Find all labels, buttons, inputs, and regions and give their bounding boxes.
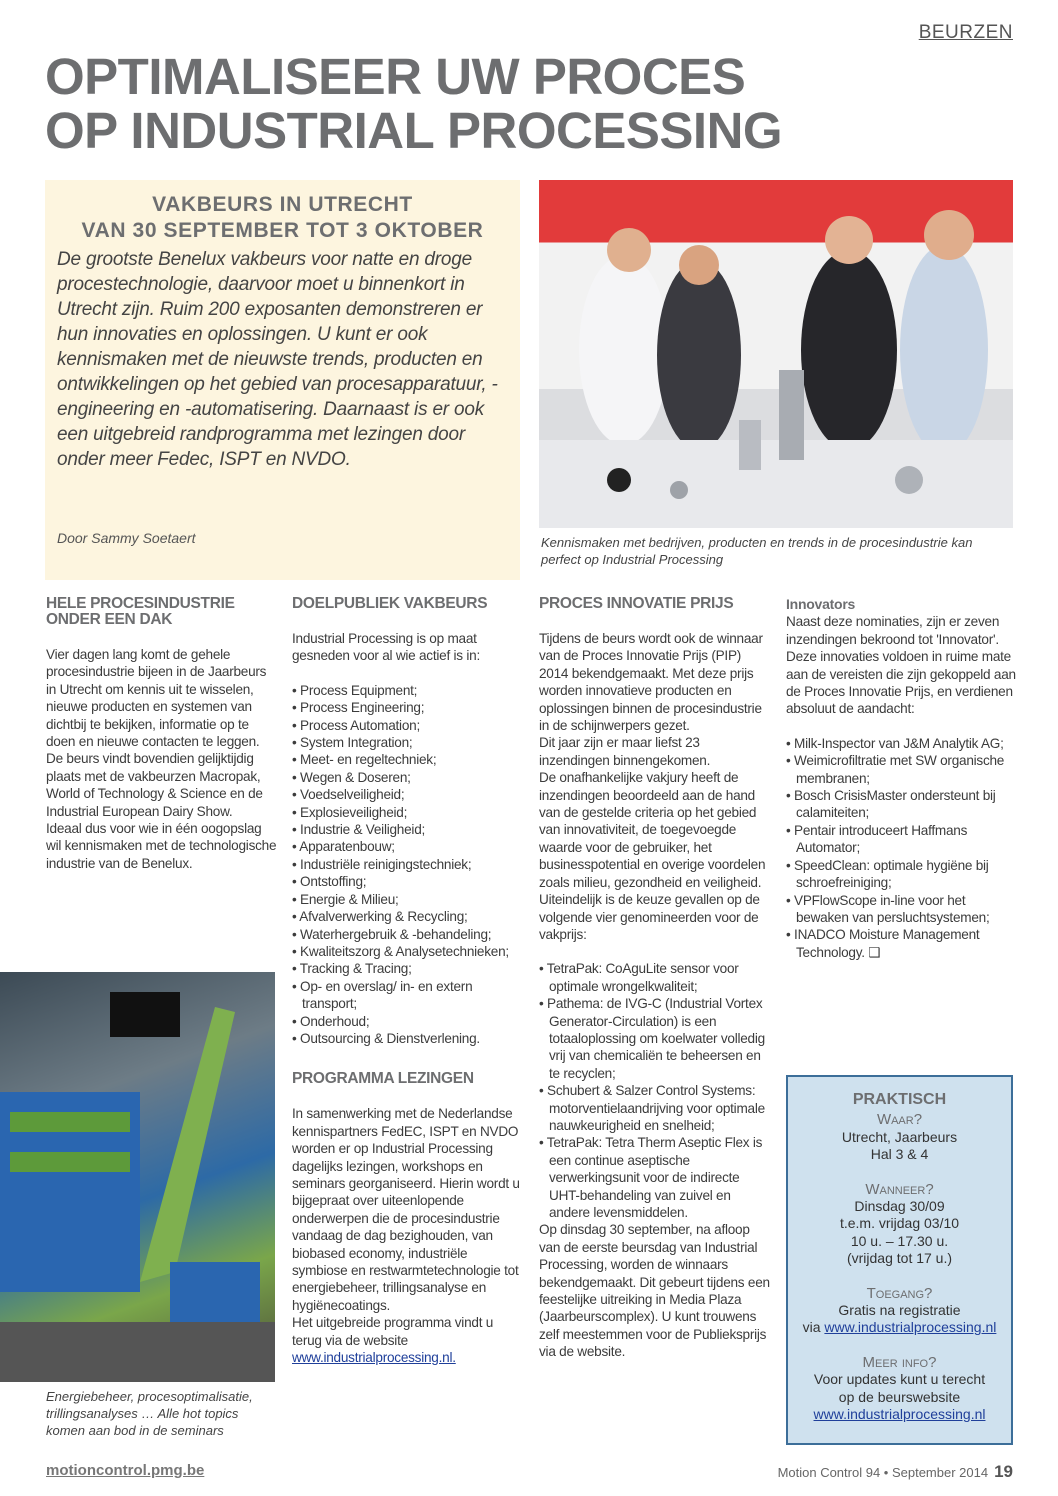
value: Dinsdag 30/09 [854,1198,945,1215]
where-block [788,1111,1011,1163]
list-item: • Milk-Inspector van J&M Analytik AG; [786,735,1018,752]
info-block [788,1354,1011,1424]
label: Wanneer? [865,1180,934,1198]
paragraph: Dit jaar zijn er maar liefst 23 inzendingen binnengekomen. [539,735,711,768]
list-item: • TetraPak: Tetra Therm Aseptic Flex is een continue aseptische verwerkingsunit voor de indirecte UHT-behandeling van zuivel en andere levensmiddelen. [539,1134,771,1221]
issue-info: Motion Control 94 • September 2014 [777,1465,989,1480]
list-item: • Process Equipment; [292,682,524,699]
when-block [788,1181,1011,1268]
paragraph: Op dinsdag 30 september, na afloop van de eerste beursdag van Industrial Processing, worden de winnaars bekendgemaakt. Dit gebeurt tijdens een feestelijke uitreiking in Media Plaza (Jaarbeurscomplex). U kunt trouwens zelf meestemmen voor de Publieksprijs via de website. [539,1222,770,1360]
section-heading: PROCES INNOVATIE PRIJS [539,595,734,612]
author: Door Sammy Soetaert [57,530,196,546]
paragraph: Vier dagen lang komt de gehele procesindustrie bijeen in de Jaarbeurs in Utrecht om kennis uit te wisselen, nieuwe producten en systemen van dichtbij te bekijken, informatie op te doen en nieuwe contacten te leggen. [46,647,267,750]
exhibition-photo [539,180,1013,528]
page-title [45,50,782,158]
people-at-booth-illustration [539,180,1013,528]
column-2 [292,596,524,1366]
access-block [788,1285,1011,1337]
section-heading: HELE PROCESINDUSTRIE ONDER EEN DAK [46,595,235,628]
target-audience-list [292,682,524,1048]
title-line: OPTIMALISEER UW PROCES [45,48,746,105]
value: (vrijdag tot 17 u.) [846,1250,953,1267]
section-heading: DOELPUBLIEK VAKBEURS [292,595,488,612]
paragraph: Ideaal dus voor wie in één oogopslag wil kennismaken met de technologische industrie van de Benelux. [46,821,277,871]
footer-site-link[interactable]: motioncontrol.pmg.be [46,1462,205,1479]
value: Voor updates kunt u terecht [813,1371,986,1388]
box-heading: PRAKTISCH [852,1091,947,1108]
footer-issue [778,1462,1013,1482]
list-item: • Apparatenbouw; [292,838,524,855]
column-1 [46,596,278,872]
list-item: • Schubert & Salzer Control Systems: motorventielaandrijving voor optimale nauwkeurigheid en snelheid; [539,1082,771,1134]
value: op de beurswebsite [838,1388,961,1405]
list-item: • Pentair introduceert Haffmans Automator; [786,822,1018,857]
paragraph: Deze innovaties voldoen in ruime mate aan de vereisten die zijn gekoppeld aan de Proces Innovatie Prijs, en verdienen absoluut de aandacht: [786,649,1016,717]
list-item: • INADCO Moisture Management Technology. ❑ [786,926,1018,961]
conveyor-machine-illustration [0,972,275,1382]
photo-caption: Energiebeheer, procesoptimalisatie, trillingsanalyses … Alle hot topics komen aan bod in de seminars [46,1389,253,1438]
title-line: OP INDUSTRIAL PROCESSING [45,102,783,159]
paragraph: De beurs vindt bovendien gelijktijdig plaats met de vakbeurzen Macropak, World of Technology & Science en de Industrial European Dairy Show. [46,751,263,819]
seminar-machine-photo [0,972,275,1382]
list-item: • Wegen & Doseren; [292,769,524,786]
paragraph: In samenwerking met de Nederlandse kennispartners FedEC, ISPT en NVDO worden er op Industrial Processing dagelijks lezingen, workshops en seminars georganiseerd. Hierin wordt u bijgepraat over uiteenlopende onderwerpen die de procesindustrie vandaag de dag bezighouden, van biobased economy, industriële symbiose en restwarmtetechnologie tot energiebeheer, trillingsanalyse en hygiënecoatings. [292,1106,520,1313]
subheading: Innovators [786,596,856,612]
paragraph: Het uitgebreide programma vindt u terug via de website [292,1315,494,1348]
list-item: • Ontstoffing; [292,873,524,890]
value: t.e.m. vrijdag 03/10 [839,1215,960,1232]
nominees-list [539,960,771,1221]
list-item: • SpeedClean: optimale hygiëne bij schroefreiniging; [786,857,1018,892]
list-item: • Meet- en regeltechniek; [292,751,524,768]
list-item: • Bosch CrisisMaster ondersteunt bij calamiteiten; [786,787,1018,822]
innovators-list [786,735,1018,961]
column-4 [786,596,1018,961]
value: Gratis na registratie [838,1302,961,1319]
list-item: • Weimicrofiltratie met SW organische membranen; [786,752,1018,787]
page-number: 19 [994,1462,1013,1481]
column-3 [539,596,771,1361]
section-label: BEURZEN [918,22,1013,43]
list-item: • Kwaliteitszorg & Analysetechnieken; [292,943,524,960]
intro-box [45,180,520,580]
paragraph: Industrial Processing is op maat gesneden voor al wie actief is in: [292,631,480,664]
value: 10 u. – 17.30 u. [850,1232,949,1249]
intro-lead: De grootste Benelux vakbeurs voor natte en droge procestechnologie, daarvoor moet u binnenkort in Utrecht zijn. Ruim 200 exposanten demonstreren er hun innovaties en oplossingen. U kunt er ook kennismaken met de nieuwste trends, producten en ontwikkelingen op het gebied van procesapparatuur, -engineering en -automatisering. Daarnaast is er ook een uitgebreid randprogramma met lezingen door onder meer Fedec, ISPT en NVDO. [57,249,498,470]
list-item: • VPFlowScope in-line voor het bewaken van persluchtsystemen; [786,892,1018,927]
practical-info-box [786,1075,1013,1445]
list-item: • Tracking & Tracing; [292,960,524,977]
list-item: • Afvalverwerking & Recycling; [292,908,524,925]
label: Meer info? [862,1353,937,1371]
value: via [802,1319,825,1336]
list-item: • TetraPak: CoAguLite sensor voor optimale wrongelkwaliteit; [539,960,771,995]
list-item: • Industrie & Veiligheid; [292,821,524,838]
list-item: • Explosieveiligheid; [292,804,524,821]
list-item: • System Integration; [292,734,524,751]
registration-link[interactable]: www.industrialprocessing.nl [824,1319,997,1336]
section-heading: PROGRAMMA LEZINGEN [292,1070,474,1088]
list-item: • Process Automation; [292,717,524,734]
intro-heading [45,192,520,244]
info-link[interactable]: www.industrialprocessing.nl [813,1406,986,1423]
value: Utrecht, Jaarbeurs [841,1128,958,1145]
paragraph: Tijdens de beurs wordt ook de winnaar van de Proces Innovatie Prijs (PIP) 2014 bekendgemaakt. Met deze prijs worden innovatieve producten en oplossingen binnen de procesindustrie in de schijnwerpers gezet. [539,631,763,734]
intro-heading-line: VAN 30 SEPTEMBER TOT 3 OKTOBER [81,219,484,242]
list-item: • Industriële reinigingstechniek; [292,856,524,873]
value: Hal 3 & 4 [870,1146,929,1163]
list-item: • Onderhoud; [292,1013,524,1030]
paragraph: De onafhankelijke vakjury heeft de inzendingen beoordeeld aan de hand van de gestelde criteria op het gebied van innovativiteit, de toegevoegde waarde voor de gebruiker, het businesspotential en overige voordelen zoals milieu, gezondheid en veiligheid. [539,770,766,890]
paragraph: Uiteindelijk is de keuze gevallen op de volgende vier genomineerden voor de vakprijs: [539,892,760,942]
paragraph: Naast deze nominaties, zijn er zeven inzendingen bekroond tot 'Innovator'. [786,614,1000,647]
intro-heading-line: VAKBEURS IN UTRECHT [152,193,413,216]
photo-caption: Kennismaken met bedrijven, producten en trends in de procesindustrie kan perfect op Industrial Processing [541,535,973,567]
label: Waar? [876,1111,923,1129]
list-item: • Energie & Milieu; [292,891,524,908]
list-item: • Op- en overslag/ in- en extern transport; [292,978,524,1013]
list-item: • Outsourcing & Dienstverlening. [292,1030,524,1047]
list-item: • Pathema: de IVG-C (Industrial Vortex Generator-Circulation) is een totaaloplossing om koelwater volledig vrij van chemicaliën te beheersen en te recyclen; [539,995,771,1082]
label: Toegang? [866,1284,933,1302]
list-item: • Waterhergebruik & -behandeling; [292,926,524,943]
list-item: • Process Engineering; [292,699,524,716]
list-item: • Voedselveiligheid; [292,786,524,803]
website-link[interactable]: www.industrialprocessing.nl. [292,1350,456,1366]
